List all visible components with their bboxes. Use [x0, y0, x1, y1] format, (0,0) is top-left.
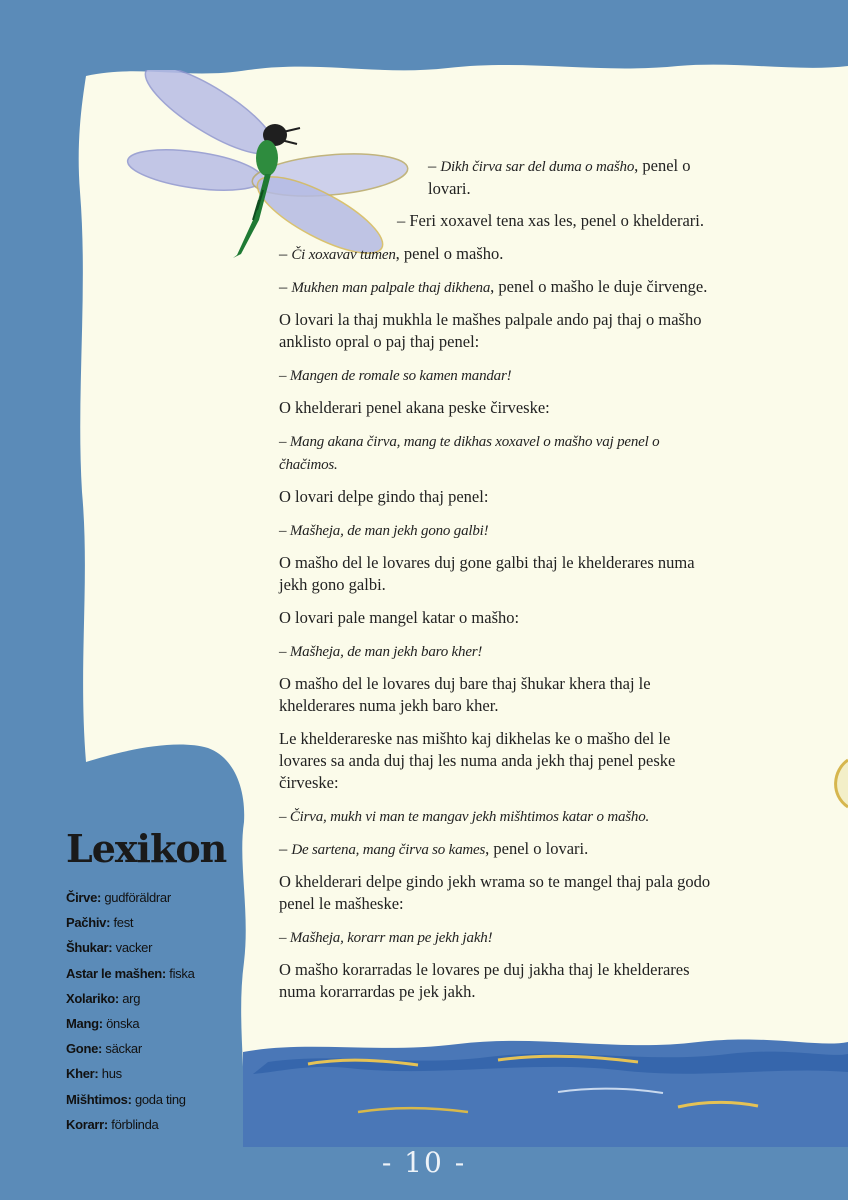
decorative-edge-mark: [828, 755, 848, 815]
page-number: - 10 -: [381, 1146, 467, 1179]
lexicon-entry: Astar le mašhen: fiska: [66, 965, 195, 981]
story-paragraph-5: O lovari la thaj mukhla le mašhes palpale ando paj thaj o mašho anklisto opral o paj thaj penel:: [279, 310, 702, 351]
lexicon-box: [66, 826, 246, 1137]
story-paragraph-19: – Mašheja, korarr man pe jekh jakh!: [279, 930, 493, 946]
lexicon-entry: Xolariko: arg: [66, 990, 141, 1006]
lexicon-entry: Korarr: förblinda: [66, 1116, 159, 1132]
lexicon-entry: Gone: säckar: [66, 1041, 142, 1057]
story-paragraph-2: – Feri xoxavel tena xas les, penel o khelderari.: [397, 211, 704, 230]
story-paragraph-11: O mašho del le lovares duj gone galbi thaj le khelderares numa jekh gono galbi.: [279, 553, 695, 594]
story-paragraph-20: O mašho korarradas le lovares pe duj jakha thaj le khelderares numa korarrardas pe jek jakh.: [279, 960, 690, 1001]
story-paragraph-3: – Či xoxavav tumen, penel o mašho.: [279, 244, 504, 263]
lexicon-entry: Čirve: gudföräldrar: [66, 890, 171, 905]
story-paragraph-16: – Čirva, mukh vi man te mangav jekh mišhtimos katar o mašho.: [279, 809, 650, 825]
story-paragraph-14: O mašho del le lovares duj bare thaj šhukar khera thaj le khelderares numa jekh baro kher.: [279, 674, 651, 715]
story-paragraph-8: – Mang akana čirva, mang te dikhas xoxavel o mašho vaj penel o čhačimos.: [279, 434, 660, 473]
lexicon-entry: Mang: önska: [66, 1016, 140, 1032]
story-paragraph-10: – Mašheja, de man jekh gono galbi!: [279, 523, 489, 539]
story-paragraph-1: – Dikh čirva sar del duma o mašho, penel o lovari.: [428, 156, 691, 198]
story-paragraph-6: – Mangen de romale so kamen mandar!: [279, 368, 512, 384]
lexicon-entry: Šhukar: vacker: [66, 940, 153, 956]
story-paragraph-17: – De sartena, mang čirva so kames, penel o lovari.: [279, 839, 589, 858]
story-paragraph-13: – Mašheja, de man jekh baro kher!: [279, 644, 483, 660]
story-paragraph-15: Le khelderareske nas mišhto kaj dikhelas ke o mašho del le lovares sa anda duj thaj les numa anda jekh thaj penel peske čirveske:: [279, 729, 676, 792]
lexicon-title: Lexikon: [66, 826, 227, 871]
story-paragraph-12: O lovari pale mangel katar o mašho:: [279, 608, 520, 627]
story-paragraph-4: – Mukhen man palpale thaj dikhena, penel o mašho le duje čirvenge.: [279, 277, 708, 296]
lexicon-entry: Mišhtimos: goda ting: [66, 1091, 186, 1107]
lexicon-entry: Kher: hus: [66, 1066, 122, 1082]
story-paragraph-18: O khelderari delpe gindo jekh wrama so te mangel thaj pala godo penel le mašheske:: [279, 872, 711, 913]
lexicon-entry: Pačhiv: fest: [66, 915, 134, 931]
story-paragraph-7: O khelderari penel akana peske čirveske:: [279, 398, 550, 417]
story-paragraph-9: O lovari delpe gindo thaj penel:: [279, 487, 489, 506]
story-text: [279, 155, 719, 1014]
